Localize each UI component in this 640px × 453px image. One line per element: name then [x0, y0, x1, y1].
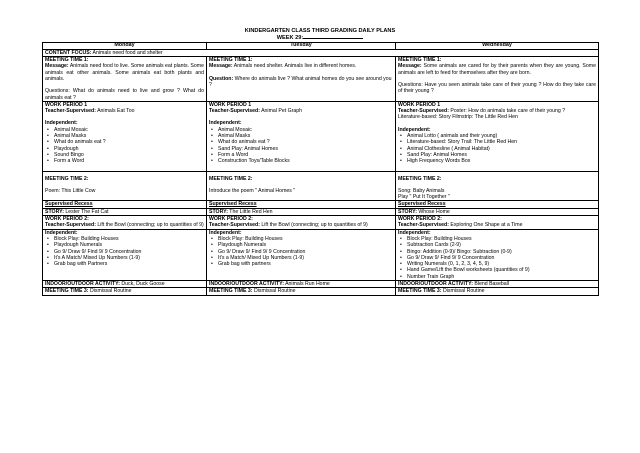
story-row [43, 208, 599, 215]
list-item: • Go 9/ Draw 9/ Find 9/ 9 Concentration [218, 249, 393, 255]
independent-label: Independent: [209, 120, 242, 127]
meeting1-wednesday-message [398, 63, 596, 76]
week-label-text: WEEK 29: [276, 35, 304, 41]
meeting3-monday [43, 288, 207, 295]
message-text: Animals need shelter. Animals live in different homes. [232, 63, 357, 70]
teacher-supervised-text: Lift the Bowl (connecting; up to quantities of 9) [259, 222, 368, 229]
message-label: Message: [45, 63, 69, 70]
work2-monday-ts [45, 222, 204, 228]
work1-tuesday-list [209, 127, 393, 165]
list-item: • Animal Lotto ( animals and their young) [407, 133, 596, 139]
independent-label: Independent: [45, 120, 78, 127]
work2-independent-row [43, 229, 599, 280]
meeting1-label: MEETING TIME 1: [45, 57, 89, 64]
page-title: KINDERGARTEN CLASS THIRD GRADING DAILY PLANS [244, 28, 396, 34]
meeting3-label: MEETING TIME 3: [45, 288, 89, 295]
day-header-monday: Monday [43, 43, 207, 50]
list-item: • Go 9/ Draw 9/ Find 9/ 9 Concentration [407, 255, 596, 261]
list-item: • What do animals eat ? [54, 139, 204, 145]
question-label: Question: [209, 75, 234, 82]
story-label: STORY: [398, 208, 417, 215]
message-label: Message: [398, 63, 422, 70]
daily-plans-table [42, 42, 599, 296]
work2-wednesday-header [396, 216, 599, 230]
meeting1-wednesday [396, 57, 599, 102]
meeting3-text: Dismissal Routine [88, 288, 132, 295]
work1-label: WORK PERIOD 1 [398, 101, 441, 108]
meeting3-label: MEETING TIME 3: [398, 288, 442, 295]
list-item: • It's A Match/ Mixed Up Numbers (1-9) [54, 255, 204, 261]
story-text: Lester The Fat Cat [63, 208, 109, 215]
list-item: • Form a Word [54, 158, 204, 164]
list-item: • Grab bag with partners [218, 261, 393, 267]
list-item: • Block Play: Building Houses [54, 236, 204, 242]
independent-label: Independent: [45, 229, 78, 236]
teacher-supervised-text: Animal Pet Graph [259, 108, 303, 115]
meeting1-monday [43, 57, 207, 102]
list-item: • Form a Word [218, 152, 393, 158]
outdoor-wednesday [396, 281, 599, 288]
outdoor-monday [43, 281, 207, 288]
week-blank-line [303, 34, 363, 39]
work1-tuesday [207, 101, 396, 171]
content-focus-text: Animals need food and shelter [91, 49, 163, 56]
work1-label: WORK PERIOD 1 [45, 101, 88, 108]
work2-monday-list [45, 236, 204, 267]
meeting1-tuesday [207, 57, 396, 102]
list-item: • Playdough Numerals [218, 242, 393, 248]
list-item: • Block Play: Building Houses [218, 236, 393, 242]
list-item: • Subtraction Cards (2-9) [407, 242, 596, 248]
list-item: • Animal Masks [218, 133, 393, 139]
teacher-supervised-text: Lift the Bowl (connecting; up to quantities of 9) [95, 222, 204, 229]
meeting3-row [43, 288, 599, 295]
content-focus-row [43, 49, 599, 56]
teacher-supervised-label: Teacher-Supervised: [45, 222, 96, 229]
teacher-supervised-text: Exploring One Shape at a Time [448, 222, 523, 229]
work1-wednesday [396, 101, 599, 171]
work2-wednesday-ts [398, 222, 596, 228]
work1-label: WORK PERIOD 1 [209, 101, 252, 108]
story-tuesday [207, 208, 396, 215]
list-item: • Sand Play: Animal Homes [407, 152, 596, 158]
list-item: • It's a Match/ Mixed Up Numbers (1-9) [218, 255, 393, 261]
meeting2-tuesday-text: Introduce the poem " Animal Homes " [209, 187, 296, 194]
teacher-supervised-text: Poster: How do animals take care of their young ? [448, 108, 566, 115]
list-item: • Bingo: Addition (0-9)/ Bingo: Subtraction (0-9) [407, 249, 596, 255]
content-focus-cell [43, 49, 599, 56]
message-text: Animals need food to live. Some animals eat plants. Some animals eat other animals. Some animals eat both plants and animals. [45, 63, 204, 82]
week-label [0, 34, 640, 41]
meeting2-monday-text: Poem: This Little Cow [45, 187, 96, 194]
day-header-wednesday: Wednesday [396, 43, 599, 50]
work1-monday-list [45, 127, 204, 165]
teacher-supervised-label: Teacher-Supervised: [209, 108, 260, 115]
outdoor-text: Animals Run Home [283, 281, 330, 287]
meeting3-text: Dismissal Routine [441, 288, 485, 295]
teacher-supervised-label: Teacher-Supervised: [209, 222, 260, 229]
recess-wednesday: Supervised Recess [396, 201, 599, 208]
meeting1-label: MEETING TIME 1: [209, 57, 253, 64]
meeting3-wednesday [396, 288, 599, 295]
meeting3-label: MEETING TIME 3: [209, 288, 253, 295]
meeting2-row [43, 171, 599, 201]
meeting1-tuesday-question [209, 76, 393, 89]
meeting2-label: MEETING TIME 2: [209, 175, 253, 182]
outdoor-label: INDOOR/OUTDOOR ACTIVITY: [45, 281, 120, 287]
teacher-supervised-label: Teacher-Supervised: [398, 222, 449, 229]
work1-monday [43, 101, 207, 171]
independent-label: Independent: [398, 229, 431, 236]
meeting3-tuesday [207, 288, 396, 295]
list-item: • Literature-based: Story Trail: The Little Red Hen [407, 139, 596, 145]
meeting2-tuesday [207, 171, 396, 201]
story-label: STORY: [209, 208, 228, 215]
list-item: • Number Train Graph [407, 274, 596, 280]
list-item: • Grab bag with Partners [54, 261, 204, 267]
message-label: Message: [209, 63, 233, 70]
teacher-supervised-label: Teacher-Supervised: [398, 108, 449, 115]
meeting1-monday-message [45, 63, 204, 82]
work2-header-row [43, 216, 599, 230]
meeting1-monday-question: Questions: What do animals need to live and grow ? What do animals eat ? [45, 88, 204, 101]
work2-tuesday-independent [207, 229, 396, 280]
list-item: • Go 9/ Draw 9/ Find 9/ 9 Concentration [54, 249, 204, 255]
story-text: The Little Red Hen [227, 208, 273, 215]
independent-label: Independent: [209, 229, 242, 236]
work2-label: WORK PERIOD 2: [45, 216, 89, 223]
work2-tuesday-list [209, 236, 393, 267]
work2-wednesday-list [398, 236, 596, 280]
outdoor-label: INDOOR/OUTDOOR ACTIVITY: [398, 281, 473, 287]
work1-wednesday-list [398, 133, 596, 164]
story-text: Whose Home [416, 208, 450, 215]
work1-row [43, 101, 599, 171]
story-wednesday [396, 208, 599, 215]
work1-wednesday-literature: Literature-based: Story Filmstrip: The Little Red Hen [398, 114, 518, 121]
meeting2-wednesday [396, 171, 599, 201]
day-header-row [43, 43, 599, 50]
work2-label: WORK PERIOD 2: [398, 216, 442, 223]
spacer [45, 194, 204, 200]
list-item: • Animal Clothesline ( Animal Habitat) [407, 146, 596, 152]
work2-tuesday-ts [209, 222, 393, 228]
list-item: • Hand Game/Lift the Bowl worksheets (quantities of 9) [407, 267, 596, 273]
work2-wednesday-independent [396, 229, 599, 280]
meeting1-row [43, 57, 599, 102]
day-header-tuesday: Tuesday [207, 43, 396, 50]
question-text: Where do animals live ? What animal homes do you see around you ? [209, 75, 392, 88]
outdoor-row [43, 281, 599, 288]
recess-monday: Supervised Recess [43, 201, 207, 208]
list-item: • Writing Numerals (0, 1, 2, 3, 4, 5, 9) [407, 261, 596, 267]
recess-row [43, 201, 599, 208]
list-item: • Sound Bingo [54, 152, 204, 158]
meeting2-wednesday-text-2: Play " Put It Together " [398, 194, 450, 201]
independent-label: Independent: [398, 126, 431, 133]
list-item: • Playdough [54, 146, 204, 152]
meeting2-monday [43, 171, 207, 201]
list-item: • Animal Mosaic [218, 127, 393, 133]
message-text: Some animals are cared for by their parents when they are young. Some animals are left to feed for themselves after they are born. [398, 63, 596, 76]
teacher-supervised-text: Animals Eat Too [95, 108, 135, 115]
spacer [45, 165, 204, 171]
list-item: • What do animals eat ? [218, 139, 393, 145]
meeting1-label: MEETING TIME 1: [398, 57, 442, 64]
outdoor-text: Blend Baseball [472, 281, 509, 287]
teacher-supervised-label: Teacher-Supervised: [45, 108, 96, 115]
meeting2-label: MEETING TIME 2: [398, 175, 442, 182]
work2-monday-header [43, 216, 207, 230]
recess-tuesday: Supervised Recess [207, 201, 396, 208]
meeting2-wednesday-text-1: Song: Baby Animals [398, 187, 445, 194]
story-monday [43, 208, 207, 215]
meeting3-text: Dismissal Routine [252, 288, 296, 295]
list-item: • Playdough Numerals [54, 242, 204, 248]
outdoor-text: Duck, Duck Goose [119, 281, 165, 287]
list-item: • Animal Masks [54, 133, 204, 139]
list-item: • Construction Toys/Table Blocks [218, 158, 393, 164]
story-label: STORY: [45, 208, 64, 215]
outdoor-label: INDOOR/OUTDOOR ACTIVITY: [209, 281, 284, 287]
outdoor-tuesday [207, 281, 396, 288]
meeting2-label: MEETING TIME 2: [45, 175, 89, 182]
work2-monday-independent [43, 229, 207, 280]
list-item: • Sand Play: Animal Homes [218, 146, 393, 152]
list-item: • High Frequency Words Box [407, 158, 596, 164]
meeting1-wednesday-question: Questions: Have you seen animals take care of their young ? How do they take care of their young ? [398, 81, 596, 95]
list-item: • Animal Mosaic [54, 127, 204, 133]
list-item: • Block Play: Building Houses [407, 236, 596, 242]
work2-label: WORK PERIOD 2: [209, 216, 253, 223]
work2-tuesday-header [207, 216, 396, 230]
content-focus-label: CONTENT FOCUS: [45, 49, 92, 56]
